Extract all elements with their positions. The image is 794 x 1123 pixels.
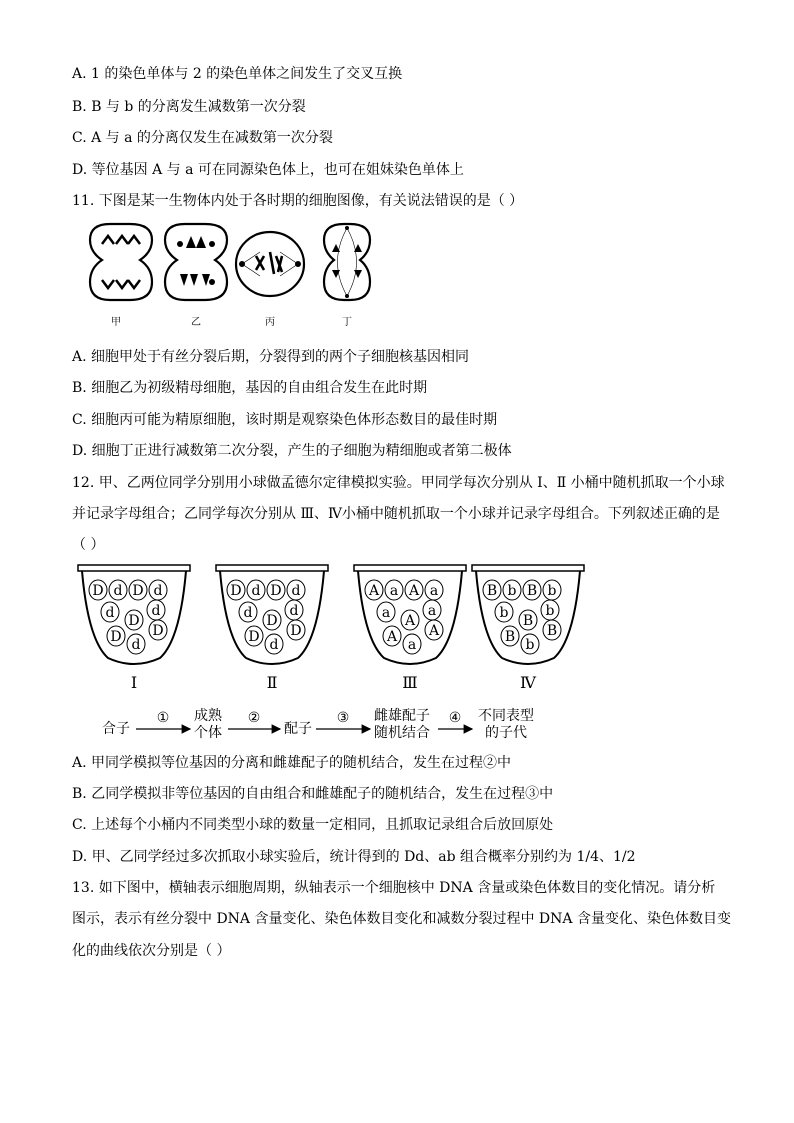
q12-stem-line-3: （ ）	[72, 537, 105, 553]
ball-letter: D	[110, 629, 122, 645]
ball-letter: d	[291, 583, 301, 599]
ball-letter: d	[289, 603, 299, 619]
ball-letter: A	[368, 583, 380, 599]
ball-letter: D	[92, 583, 104, 599]
ball-letter: D	[248, 629, 260, 645]
q12-option-b: B. 乙同学模拟非等位基因的自由组合和雌雄配子的随机结合，发生在过程③中	[72, 786, 554, 802]
ball-letter: d	[105, 605, 115, 621]
ball-letter: B	[546, 623, 558, 639]
flow-node-fertilization-2: 随机结合	[374, 725, 430, 741]
cell-bing	[236, 232, 304, 296]
q11-option-b: B. 细胞乙为初级精母细胞，基因的自由组合发生在此时期	[72, 380, 428, 396]
bucket-1	[78, 565, 190, 692]
bucket-rim	[354, 565, 466, 571]
flow-step-1: ①	[156, 710, 170, 726]
flow-step-2: ②	[247, 710, 261, 726]
ball-letter: b	[499, 605, 509, 621]
flow-node-zygote: 合子	[102, 721, 130, 737]
q11-option-c: C. 细胞丙可能为精原细胞，该时期是观察染色体形态数目的最佳时期	[72, 412, 498, 428]
q10-option-b: B. B 与 b 的分离发生减数第一次分裂	[72, 99, 306, 115]
process-flow	[100, 704, 560, 746]
q10-option-a: A. 1 的染色单体与 2 的染色单体之间发生了交叉互换	[72, 66, 403, 82]
flow-node-offspring-2: 的子代	[485, 725, 527, 741]
ball-letter: D	[290, 623, 302, 639]
bucket-rim	[78, 565, 190, 571]
flow-step-4: ④	[448, 710, 462, 726]
q12-option-c: C. 上述每个小桶内不同类型小球的数量一定相同，且抓取记录组合后放回原处	[72, 817, 554, 833]
q12-option-a: A. 甲同学模拟等位基因的分离和雌雄配子的随机结合，发生在过程②中	[72, 755, 512, 771]
bucket-label: Ⅱ	[266, 673, 278, 692]
ball-letter: B	[526, 583, 538, 599]
q11-stem: 11. 下图是某一生物体内处于各时期的细胞图像，有关说法错误的是（ ）	[72, 193, 524, 209]
ball-letter: a	[381, 605, 391, 621]
cell-yi	[165, 224, 227, 300]
ball-letter: B	[504, 629, 516, 645]
ball-letter: b	[525, 637, 535, 653]
ball-letter: D	[270, 583, 282, 599]
flow-node-gamete: 配子	[284, 721, 312, 737]
ball-letter: a	[389, 583, 399, 599]
ball-letter: d	[251, 583, 261, 599]
flow-node-mature-2: 个体	[194, 725, 222, 741]
ball-letter: a	[429, 583, 439, 599]
flow-step-3: ③	[336, 710, 350, 726]
ball-letter: D	[132, 583, 144, 599]
ball-letter: d	[243, 605, 253, 621]
q10-option-d: D. 等位基因 A 与 a 可在同源染色体上，也可在姐妹染色单体上	[72, 162, 464, 178]
flow-node-mature-1: 成熟	[194, 708, 222, 724]
q13-stem-line-2: 图示，表示有丝分裂中 DNA 含量变化、染色体数目变化和减数分裂过程中 DNA 含量变化、染色体数目变	[72, 911, 731, 927]
ball-letter: A	[386, 629, 398, 645]
q12-stem-line-2: 并记录字母组合；乙同学每次分别从 Ⅲ、Ⅳ小桶中随机抓取一个小球并记录字母组合。下列叙述正确的是	[72, 506, 720, 522]
ball-letter: A	[408, 583, 420, 599]
ball-letter: A	[428, 623, 440, 639]
bucket-3	[354, 565, 466, 692]
ball-letter: d	[269, 637, 279, 653]
cell-label-jia: 甲	[111, 317, 121, 328]
cell-division-figure	[80, 222, 380, 332]
cell-jia	[90, 224, 152, 300]
ball-letter: D	[266, 613, 278, 629]
ball-letter: d	[151, 603, 161, 619]
flow-node-offspring-1: 不同表型	[478, 708, 534, 724]
bucket-rim	[216, 565, 328, 571]
ball-letter: a	[427, 603, 437, 619]
q11-option-a: A. 细胞甲处于有丝分裂后期，分裂得到的两个子细胞核基因相同	[72, 349, 470, 365]
q13-stem-line-1: 13. 如下图中，横轴表示细胞周期，纵轴表示一个细胞核中 DNA 含量或染色体数目的变化情况。请分析	[72, 880, 716, 896]
q13-stem-line-3: 化的曲线依次分别是（ ）	[72, 943, 231, 959]
cell-label-yi: 乙	[191, 317, 201, 328]
ball-letter: b	[507, 583, 517, 599]
ball-letter: D	[230, 583, 242, 599]
ball-letter: d	[131, 637, 141, 653]
bucket-label: Ⅲ	[402, 673, 418, 692]
ball-letter: d	[153, 583, 163, 599]
ball-letter: B	[522, 613, 534, 629]
ball-letter: D	[128, 613, 140, 629]
bucket-2	[216, 565, 328, 692]
ball-letter: A	[404, 613, 416, 629]
buckets-figure	[70, 560, 590, 695]
bucket-label: Ⅰ	[130, 673, 138, 692]
cell-ding	[324, 224, 370, 300]
bucket-label: Ⅳ	[520, 673, 536, 692]
ball-letter: a	[407, 637, 417, 653]
ball-letter: b	[545, 603, 555, 619]
q12-stem-line-1: 12. 甲、乙两位同学分别用小球做孟德尔定律模拟实验。甲同学每次分别从 Ⅰ、Ⅱ 小桶中随机抓取一个小球	[72, 475, 725, 491]
ball-letter: b	[547, 583, 557, 599]
bucket-4	[472, 565, 584, 692]
cell-label-bing: 丙	[265, 317, 275, 328]
flow-node-fertilization-1: 雌雄配子	[374, 708, 430, 724]
ball-letter: d	[113, 583, 123, 599]
cell-label-ding: 丁	[342, 317, 352, 328]
q12-option-d: D. 甲、乙同学经过多次抓取小球实验后，统计得到的 Dd、ab 组合概率分别约为 1/4、1/2	[72, 849, 636, 865]
ball-letter: D	[152, 623, 164, 639]
q11-option-d: D. 细胞丁正进行减数第二次分裂，产生的子细胞为精细胞或者第二极体	[72, 443, 512, 459]
q10-option-c: C. A 与 a 的分离仅发生在减数第一次分裂	[72, 130, 333, 146]
bucket-rim	[472, 565, 584, 571]
ball-letter: B	[486, 583, 498, 599]
